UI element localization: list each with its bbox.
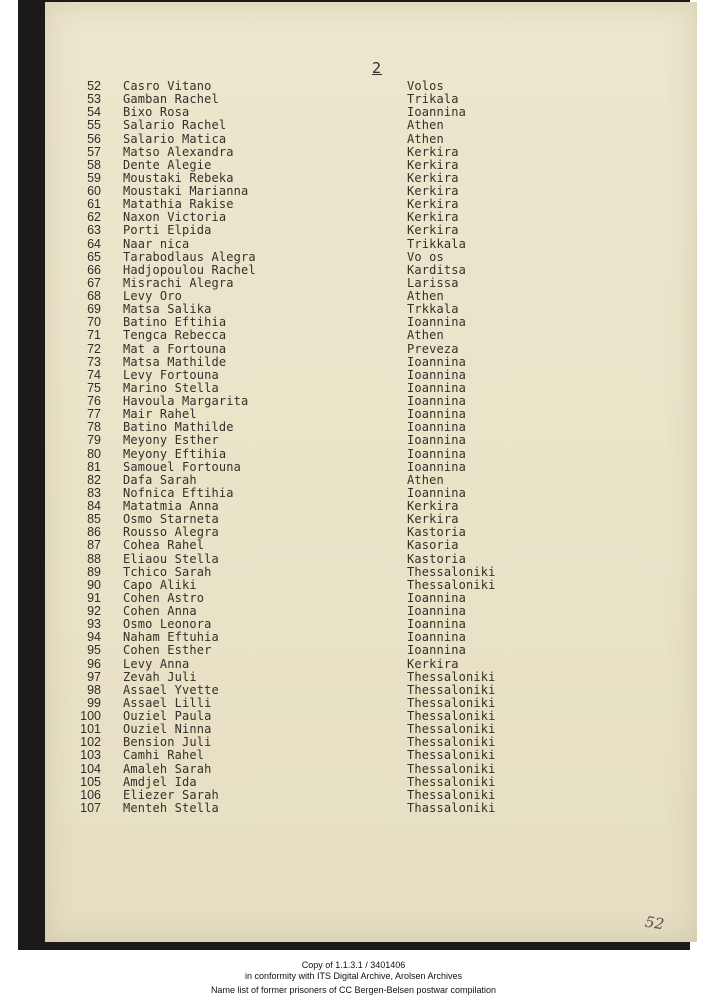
entry-place: Thessaloniki xyxy=(407,669,496,684)
list-item xyxy=(45,461,697,474)
entry-number: 77 xyxy=(87,407,101,422)
list-item xyxy=(45,356,697,369)
entry-number: 82 xyxy=(87,472,101,487)
entry-place: Thessaloniki xyxy=(407,787,496,802)
list-item xyxy=(45,802,697,815)
entry-number: 81 xyxy=(87,459,101,474)
entry-number: 97 xyxy=(87,669,101,684)
entry-place: Ioannina xyxy=(407,446,466,461)
entry-name: Eliezer Sarah xyxy=(123,787,219,802)
entry-name: Cohea Rahel xyxy=(123,538,205,553)
entry-place: Thessaloniki xyxy=(407,695,496,710)
entry-name: Matatmia Anna xyxy=(123,499,219,513)
entry-name: Salario Matica xyxy=(123,131,227,146)
entry-place: Ioannina xyxy=(407,354,466,369)
entry-place: Preveza xyxy=(407,341,459,356)
footer-copy-line: Copy of 1.1.3.1 / 3401406 xyxy=(301,960,406,970)
entry-name: Nofnica Eftihia xyxy=(123,485,234,500)
entry-name: Dafa Sarah xyxy=(123,472,197,487)
entry-number: 103 xyxy=(80,748,101,763)
entry-number: 98 xyxy=(87,682,101,697)
entry-name: Osmo Leonora xyxy=(123,617,212,632)
entry-name: Ouziel Paula xyxy=(123,709,212,723)
entry-place: Ioannina xyxy=(407,407,466,422)
entry-number: 84 xyxy=(87,499,101,513)
entry-name: Zevah Juli xyxy=(123,669,197,684)
list-item xyxy=(45,749,697,762)
entry-place: Trikkala xyxy=(407,236,466,251)
list-item xyxy=(45,133,697,146)
list-item xyxy=(45,238,697,251)
entry-number: 101 xyxy=(80,722,101,737)
entry-place: Vo os xyxy=(407,249,444,264)
entry-number: 102 xyxy=(80,735,101,750)
entry-name: Hadjopoulou Rachel xyxy=(123,262,256,277)
entry-place: Thessaloniki xyxy=(407,564,496,579)
entry-name: Capo Aliki xyxy=(123,577,197,592)
list-item xyxy=(45,539,697,552)
entry-name: Moustaki Rebeka xyxy=(123,170,234,185)
entry-place: Thessaloniki xyxy=(407,761,496,776)
entry-place: Athen xyxy=(407,289,444,303)
entry-number: 55 xyxy=(87,118,101,133)
entry-number: 85 xyxy=(87,512,101,527)
entry-number: 76 xyxy=(87,394,101,408)
entry-place: Thessaloniki xyxy=(407,709,496,723)
entry-number: 74 xyxy=(87,367,101,382)
entry-place: Ioannina xyxy=(407,604,466,618)
entry-place: Volos xyxy=(407,79,444,93)
entry-name: Matsa Salika xyxy=(123,302,212,317)
entry-number: 107 xyxy=(80,800,101,815)
entry-name: Moustaki Marianna xyxy=(123,184,249,198)
entry-number: 90 xyxy=(87,577,101,592)
entry-place: Kastoria xyxy=(407,551,466,566)
entry-place: Thassaloniki xyxy=(407,800,496,815)
entry-number: 79 xyxy=(87,433,101,448)
entry-name: Cohen Esther xyxy=(123,643,212,658)
entry-place: Ioannina xyxy=(407,630,466,645)
entry-name: Marino Stella xyxy=(123,380,219,395)
entry-number: 61 xyxy=(87,197,101,212)
entry-number: 91 xyxy=(87,590,101,605)
entry-name: Porti Elpida xyxy=(123,223,212,238)
entry-place: Thessaloniki xyxy=(407,682,496,697)
entry-name: Assael Lilli xyxy=(123,695,212,710)
list-item xyxy=(45,763,697,776)
entry-number: 80 xyxy=(87,446,101,461)
entry-name: Amdjel Ida xyxy=(123,774,197,789)
scanned-page-frame xyxy=(18,0,690,950)
entry-name: Ouziel Ninna xyxy=(123,722,212,737)
entry-name: Tarabodlaus Alegra xyxy=(123,249,256,264)
entry-number: 93 xyxy=(87,617,101,632)
entry-place: Trkkala xyxy=(407,302,459,317)
entry-number: 105 xyxy=(80,774,101,789)
entry-number: 66 xyxy=(87,262,101,277)
entry-number: 104 xyxy=(80,761,101,776)
list-item xyxy=(45,434,697,447)
list-item xyxy=(45,119,697,132)
entry-place: Thessaloniki xyxy=(407,735,496,750)
entry-place: Larissa xyxy=(407,275,459,290)
archive-footer xyxy=(0,960,707,996)
entry-place: Thessaloniki xyxy=(407,577,496,592)
entry-place: Ioannina xyxy=(407,380,466,395)
entry-number: 71 xyxy=(87,328,101,343)
list-item xyxy=(45,776,697,789)
entry-number: 59 xyxy=(87,170,101,185)
entry-number: 106 xyxy=(80,787,101,802)
entry-name: Matso Alexandra xyxy=(123,144,234,159)
entry-place: Ioannina xyxy=(407,617,466,632)
entry-name: Misrachi Alegra xyxy=(123,275,234,290)
entry-place: Ioannina xyxy=(407,433,466,448)
entry-name: Naar nica xyxy=(123,236,190,251)
list-item xyxy=(45,146,697,159)
list-item xyxy=(45,224,697,237)
entry-place: Ioannina xyxy=(407,367,466,382)
entry-name: Batino Eftihia xyxy=(123,315,227,330)
entry-name: Assael Yvette xyxy=(123,682,219,697)
entry-name: Mat a Fortouna xyxy=(123,341,227,356)
entry-number: 54 xyxy=(87,105,101,120)
entry-place: Kasoria xyxy=(407,538,459,553)
entry-number: 52 xyxy=(87,79,101,93)
list-item xyxy=(45,579,697,592)
entry-number: 73 xyxy=(87,354,101,369)
list-item xyxy=(45,369,697,382)
entry-place: Athen xyxy=(407,328,444,343)
entry-number: 88 xyxy=(87,551,101,566)
entry-number: 58 xyxy=(87,157,101,172)
entry-number: 67 xyxy=(87,275,101,290)
list-item xyxy=(45,644,697,657)
entry-number: 86 xyxy=(87,525,101,540)
entry-number: 57 xyxy=(87,144,101,159)
entry-name: Naxon Victoria xyxy=(123,210,227,225)
entry-number: 96 xyxy=(87,656,101,671)
entry-place: Kerkira xyxy=(407,210,459,225)
entry-place: Kerkira xyxy=(407,184,459,198)
entry-number: 60 xyxy=(87,184,101,198)
entry-number: 87 xyxy=(87,538,101,553)
entry-name: Meyony Esther xyxy=(123,433,219,448)
entry-place: Trikala xyxy=(407,92,459,107)
entry-number: 65 xyxy=(87,249,101,264)
entry-name: Matathia Rakise xyxy=(123,197,234,212)
entry-name: Cohen Anna xyxy=(123,604,197,618)
entry-place: Kerkira xyxy=(407,499,459,513)
entry-number: 69 xyxy=(87,302,101,317)
footer-conformity-line: in conformity with ITS Digital Archive, Arolsen Archives xyxy=(244,971,463,981)
list-item xyxy=(45,329,697,342)
entry-number: 72 xyxy=(87,341,101,356)
entry-number: 78 xyxy=(87,420,101,435)
entry-number: 64 xyxy=(87,236,101,251)
entry-number: 99 xyxy=(87,695,101,710)
list-item xyxy=(45,553,697,566)
list-item xyxy=(45,684,697,697)
entry-place: Ioannina xyxy=(407,315,466,330)
entry-number: 68 xyxy=(87,289,101,303)
list-item xyxy=(45,343,697,356)
list-item xyxy=(45,671,697,684)
entry-name: Naham Eftuhia xyxy=(123,630,219,645)
entry-name: Cohen Astro xyxy=(123,590,205,605)
entry-place: Ioannina xyxy=(407,420,466,435)
page-number: 2 xyxy=(372,59,383,77)
entry-place: Athen xyxy=(407,118,444,133)
entry-number: 56 xyxy=(87,131,101,146)
entry-name: Mair Rahel xyxy=(123,407,197,422)
entry-name: Casro Vitano xyxy=(123,79,212,93)
entry-name: Eliaou Stella xyxy=(123,551,219,566)
entry-place: Kerkira xyxy=(407,144,459,159)
entry-place: Ioannina xyxy=(407,105,466,120)
entry-name: Bixo Rosa xyxy=(123,105,190,120)
entry-number: 63 xyxy=(87,223,101,238)
entry-name: Levy Oro xyxy=(123,289,182,303)
list-item xyxy=(45,789,697,802)
entry-number: 95 xyxy=(87,643,101,658)
entry-name: Batino Mathilde xyxy=(123,420,234,435)
entry-name: Tchico Sarah xyxy=(123,564,212,579)
list-item xyxy=(45,159,697,172)
entry-place: Kerkira xyxy=(407,157,459,172)
entry-name: Salario Rachel xyxy=(123,118,227,133)
list-item xyxy=(45,448,697,461)
entry-name: Rousso Alegra xyxy=(123,525,219,540)
entry-place: Thessaloniki xyxy=(407,774,496,789)
entry-place: Thessaloniki xyxy=(407,748,496,763)
list-item xyxy=(45,264,697,277)
entry-number: 70 xyxy=(87,315,101,330)
entry-place: Ioannina xyxy=(407,590,466,605)
entry-number: 94 xyxy=(87,630,101,645)
entry-number: 83 xyxy=(87,485,101,500)
entry-name: Camhi Rahel xyxy=(123,748,205,763)
entry-name: Matsa Mathilde xyxy=(123,354,227,369)
entry-place: Kerkira xyxy=(407,512,459,527)
entry-name: Tengca Rebecca xyxy=(123,328,227,343)
entry-number: 100 xyxy=(80,709,101,723)
entry-name: Gamban Rachel xyxy=(123,92,219,107)
entry-number: 53 xyxy=(87,92,101,107)
entry-name: Dente Alegie xyxy=(123,157,212,172)
entry-list xyxy=(45,80,697,815)
entry-name: Osmo Starneta xyxy=(123,512,219,527)
list-item xyxy=(45,474,697,487)
entry-name: Meyony Eftihia xyxy=(123,446,227,461)
entry-name: Samouel Fortouna xyxy=(123,459,241,474)
entry-place: Kerkira xyxy=(407,223,459,238)
handwritten-margin-mark: 52 xyxy=(643,912,666,934)
entry-place: Kastoria xyxy=(407,525,466,540)
entry-name: Menteh Stella xyxy=(123,800,219,815)
entry-place: Ioannina xyxy=(407,394,466,408)
footer-title-line: Name list of former prisoners of CC Bergen-Belsen postwar compilation xyxy=(210,985,497,995)
entry-place: Kerkira xyxy=(407,197,459,212)
entry-place: Athen xyxy=(407,131,444,146)
entry-name: Levy Fortouna xyxy=(123,367,219,382)
entry-name: Havoula Margarita xyxy=(123,394,249,408)
entry-place: Ioannina xyxy=(407,643,466,658)
entry-number: 75 xyxy=(87,380,101,395)
entry-place: Kerkira xyxy=(407,170,459,185)
entry-name: Levy Anna xyxy=(123,656,190,671)
list-item xyxy=(45,251,697,264)
entry-place: Athen xyxy=(407,472,444,487)
list-item xyxy=(45,658,697,671)
entry-place: Ioannina xyxy=(407,459,466,474)
entry-place: Kerkira xyxy=(407,656,459,671)
entry-number: 92 xyxy=(87,604,101,618)
entry-place: Ioannina xyxy=(407,485,466,500)
entry-number: 62 xyxy=(87,210,101,225)
document-page xyxy=(45,2,697,942)
entry-name: Amaleh Sarah xyxy=(123,761,212,776)
entry-name: Bension Juli xyxy=(123,735,212,750)
entry-number: 89 xyxy=(87,564,101,579)
entry-place: Karditsa xyxy=(407,262,466,277)
entry-place: Thessaloniki xyxy=(407,722,496,737)
list-item xyxy=(45,566,697,579)
